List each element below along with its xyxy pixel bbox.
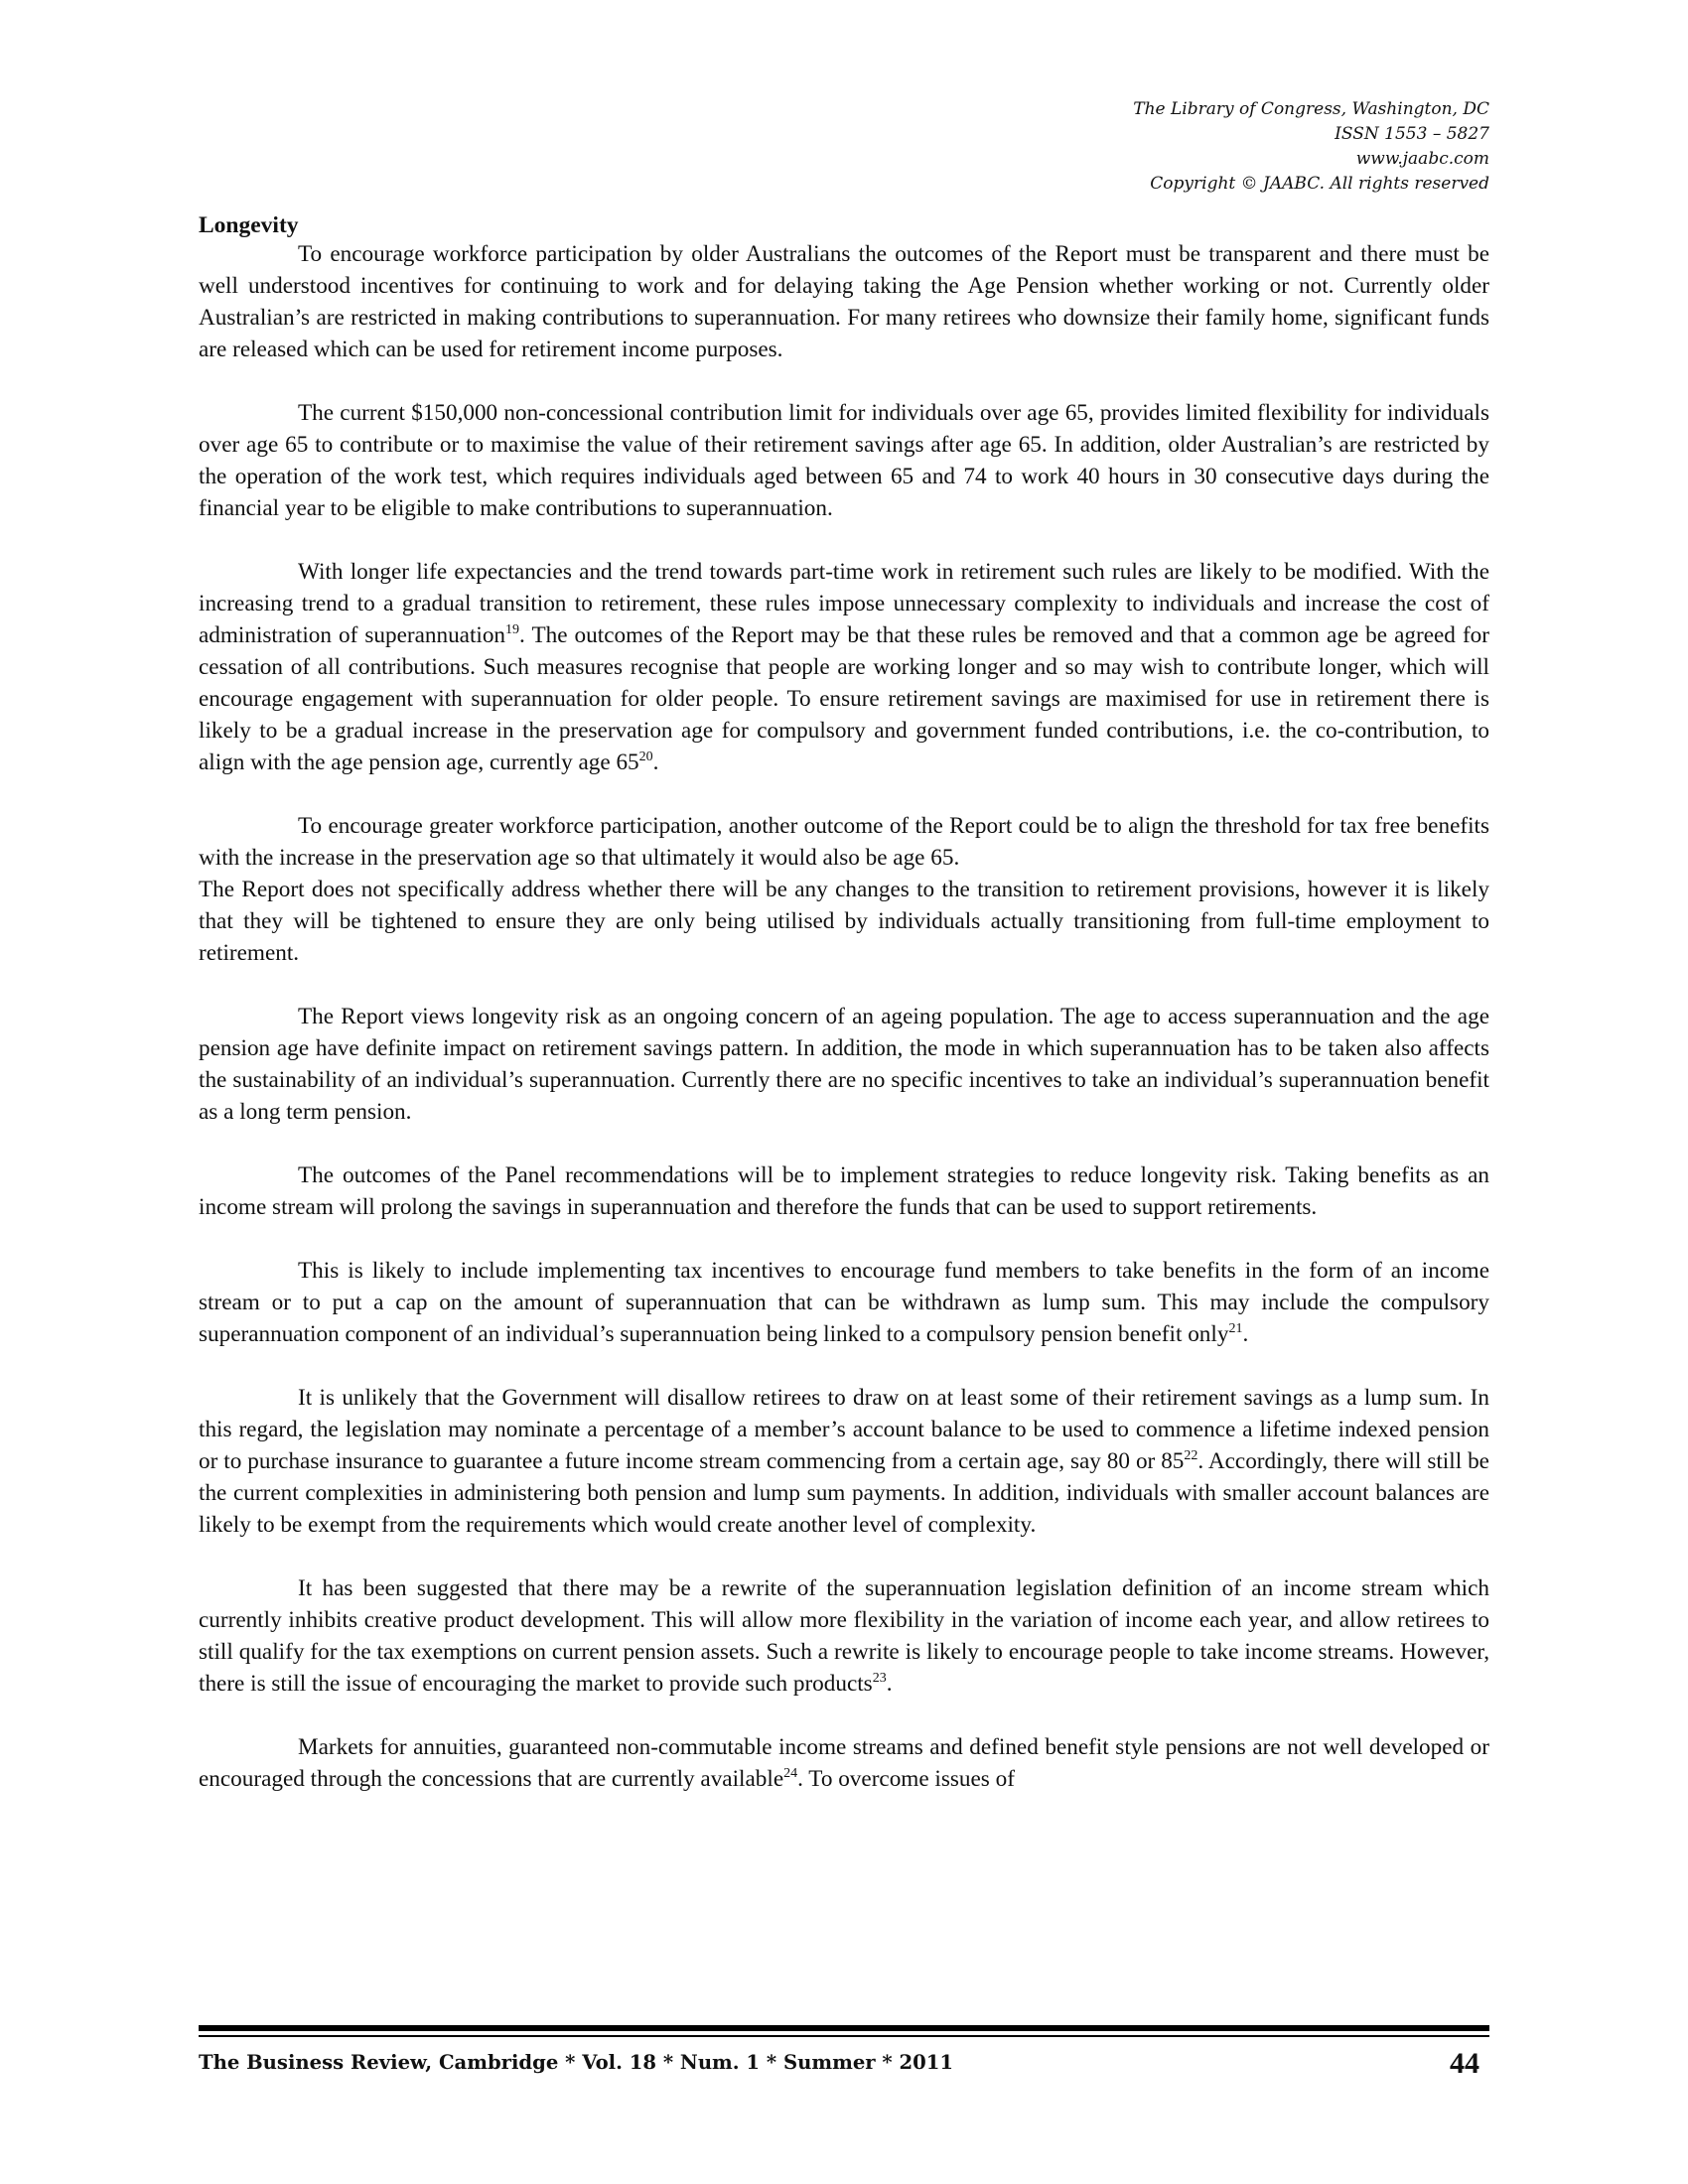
footnote-ref-19: 19 (505, 622, 520, 637)
paragraph-4: To encourage greater workforce participation, another outcome of the Report could be to align the threshold for tax free benefits with the increase in the preservation age so that ultimately it would also be age 65. (199, 813, 1489, 871)
section-heading: Longevity (199, 212, 299, 238)
footnote-ref-21: 21 (1228, 1321, 1243, 1336)
footnote-ref-24: 24 (783, 1766, 798, 1781)
paragraph-7: This is likely to include implementing tax incentives to encourage fund members to take benefits in the form of an income stream or to put a cap on the amount of superannuation that can be withdrawn as lump sum. This may include the compulsory superannuation component of an individual’s superannuation being linked to a compulsory pension benefit only$^{21}$. (199, 1258, 1489, 1347)
footnote-ref-23: 23 (872, 1671, 887, 1686)
footnote-ref-22: 22 (1184, 1448, 1198, 1463)
paragraph-8: It is unlikely that the Government will disallow retirees to draw on at least some of their retirement savings as a lump sum. In this regard, the legislation may nominate a percentage of a member’s account balance to be used to commence a lifetime indexed pension or to purchase insurance to guarantee a future income stream commencing from a certain age, say 80 or $85^{22}$. Accordingly, there will still be the current complexities in administering both pension and lump sum payments. In addition, individuals with smaller account balances are likely to be exempt from the requirements which would create another level of complexity. (199, 1385, 1489, 1538)
paragraph-1: To encourage workforce participation by older Australians the outcomes of the Report must be transparent and there must be well understood incentives for continuing to work and for delaying taking the Age Pension whether working or not. Currently older Australian’s are restricted in making contributions to superannuation. For many retirees who downsize their family home, significant funds are released which can be used for retirement income purposes. (199, 241, 1489, 362)
footer-rule-thin (199, 2035, 1489, 2037)
header-publisher: The Library of Congress, Washington, DC (1133, 99, 1489, 119)
page-number: 44 (1450, 2047, 1479, 2080)
header-issn: ISSN 1553 – 5827 (1335, 124, 1489, 144)
paragraph-9: It has been suggested that there may be a rewrite of the superannuation legislation definition of an income stream which currently inhibits creative product development. This will allow more flexibility in the variation of income each year, and allow retirees to still qualify for the tax exemptions on current pension assets. Such a rewrite is likely to encourage people to take income streams. However, there is still the issue of encouraging the market to provide such products$^{23}$. (199, 1575, 1489, 1697)
footer-journal: The Business Review, Cambridge * Vol. 18 * Num. 1 * Summer * 2011 (199, 2051, 954, 2074)
footnote-ref-20: 20 (638, 750, 653, 764)
paragraph-5: The Report views longevity risk as an ongoing concern of an ageing population. The age to access superannuation and the age pension age have definite impact on retirement savings pattern. In addition, the mode in which superannuation has to be taken also affects the sustainability of an individual’s superannuation. Currently there are no specific incentives to take an individual’s superannuation benefit as a long term pension. (199, 1004, 1489, 1125)
paragraph-4b: The Report does not specifically address whether there will be any changes to the transition to retirement provisions, however it is likely that they will be tightened to ensure they are only being utilised by individuals actually transitioning from full-time employment to retirement. (199, 877, 1489, 966)
paragraph-2: The current $150,000 non-concessional contribution limit for individuals over age 65, provides limited flexibility for individuals over age 65 to contribute or to maximise the value of their retirement savings after age 65. In addition, older Australian’s are restricted by the operation of the work test, which requires individuals aged between 65 and 74 to work 40 hours in 30 consecutive days during the financial year to be eligible to make contributions to superannuation. (199, 400, 1489, 521)
header-website: www.jaabc.com (1355, 149, 1489, 169)
body-text (199, 212, 1489, 1827)
header-copyright: Copyright © JAABC. All rights reserved (1150, 174, 1489, 194)
footer-rule-thick (199, 2025, 1489, 2031)
paragraph-10: Markets for annuities, guaranteed non-commutable income streams and defined benefit style pensions are not well developed or encouraged through the concessions that are currently available$^{24}$. To overcome issues of (199, 1734, 1489, 1792)
running-header (1133, 97, 1489, 197)
paragraph-3: With longer life expectancies and the trend towards part-time work in retirement such rules are likely to be modified. With the increasing trend to a gradual transition to retirement, these rules impose unnecessary complexity to individuals and increase the cost of administration of superannuation$^{19}$. The outcomes of the Report may be that these rules be removed and that a common age be agreed for cessation of all contributions. Such measures recognise that people are working longer and so may wish to contribute longer, which will encourage engagement with superannuation for older people. To ensure retirement savings are maximised for use in retirement there is likely to be a gradual increase in the preservation age for compulsory and government funded contributions, i.e. the co-contribution, to align with the age pension age, currently age $65^{20}$. (199, 559, 1489, 775)
paragraph-6: The outcomes of the Panel recommendations will be to implement strategies to reduce longevity risk. Taking benefits as an income stream will prolong the savings in superannuation and therefore the funds that can be used to support retirements. (199, 1162, 1489, 1220)
